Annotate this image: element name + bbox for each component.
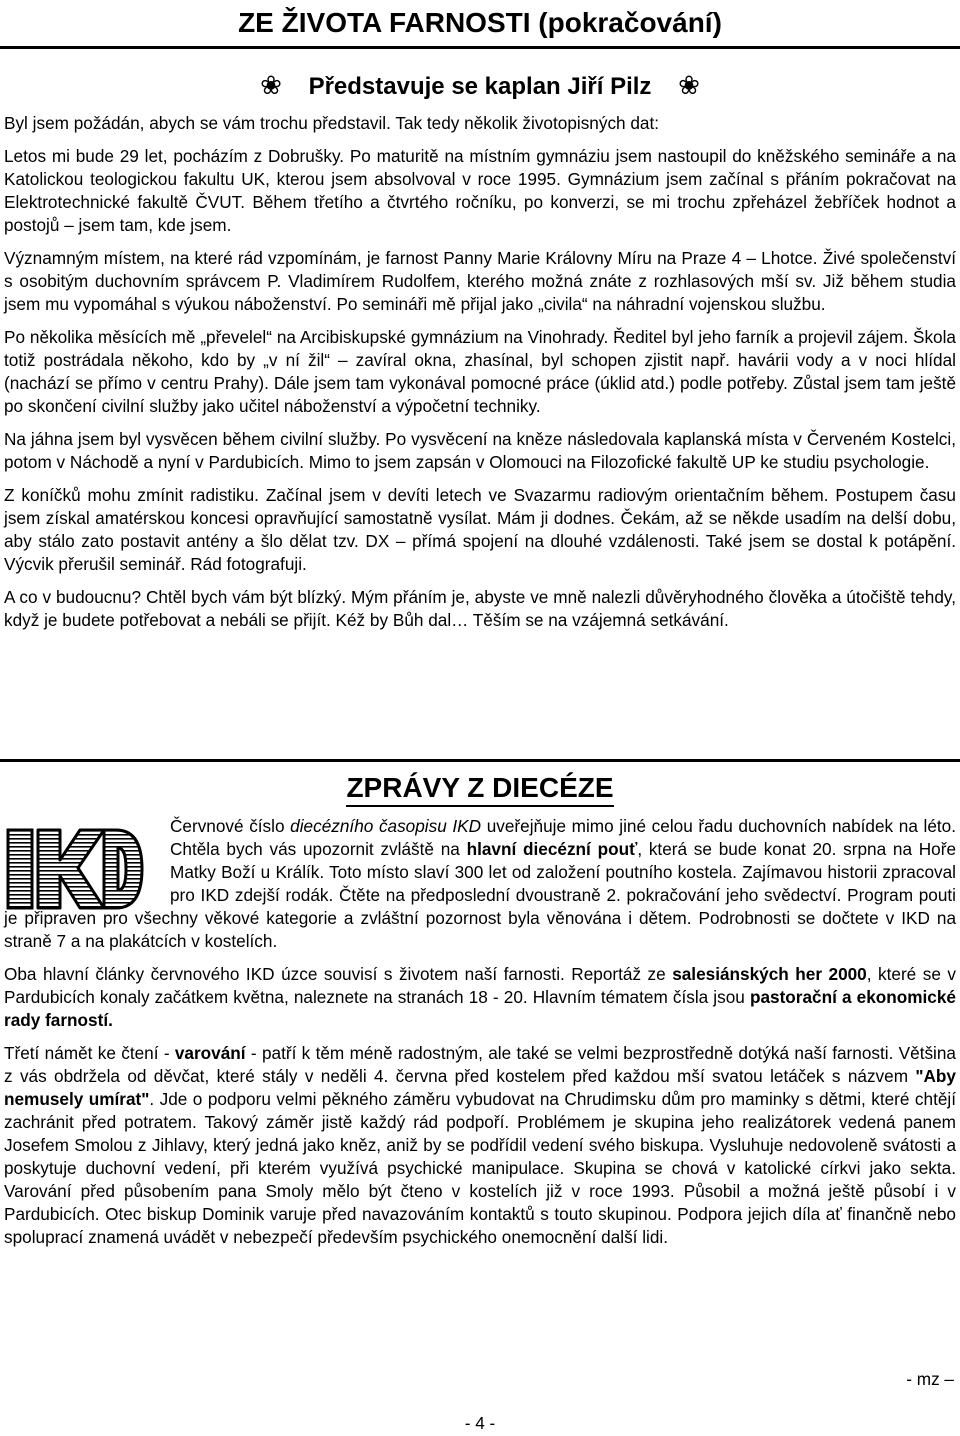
article-paragraph: Z koníčků mohu zmínit radistiku. Začínal jsem v devíti letech ve Svazarmu radiovým orientačním během. Postupem času jsem získal amatérskou koncesi opravňující samostatně vysílat. Mám ji dodnes. Čekám, až se někde usadím na delší dobu, aby stálo zato postavit antény a šlo dělat tzv. DX – přímá spojení na dlouhé vzdálenosti. Také jsem se dostal k potápění. Výcvik přerušil seminář. Rád fotografuji. bbox=[4, 485, 956, 574]
text-run: uveřejňuje mimo jiné celou řadu duchovních nabídek na léto. Chtěla bych vás upozornit zvláště na bbox=[170, 816, 957, 859]
section-title bbox=[0, 768, 960, 808]
article-intro: Byl jsem požádán, abych se vám trochu představil. Tak tedy několik životopisných dat: bbox=[4, 113, 660, 133]
article-paragraph: Na jáhna jsem byl vysvěcen během civilní služby. Po vysvěcení na kněze následovala kaplanská místa v Červeném Kostelci, potom v Náchodě a nyní v Pardubicích. Mimo to jsem zapsán v Olomouci na Filozofické fakultě UP ke studiu psychologie. bbox=[4, 429, 956, 472]
article-title-text: Představuje se kaplan Jiří Pilz bbox=[308, 73, 652, 100]
text-run: , které se v Pardubicích konaly začátkem května, naleznete na stranách 18 - 20. Hlavním tématem čísla jsou bbox=[4, 964, 956, 1007]
logo-spacer bbox=[4, 815, 170, 907]
section-title-text: ZPRÁVY Z DIECÉZE bbox=[346, 772, 613, 807]
emphasis: hlavní diecézní pouť bbox=[466, 839, 638, 859]
article-title bbox=[0, 70, 960, 102]
emphasis: "Aby nemusely umírat" bbox=[4, 1066, 956, 1109]
diocese-news-body bbox=[4, 815, 956, 1259]
text-run: - patří k těm méně radostným, ale také se velmi bezprostředně dotýká naší farnosti. Většina z vás obdržela od děvčat, které stály v neděli 4. června před kostelem před každou mší svatou letáček s názvem bbox=[4, 1043, 956, 1086]
article-body bbox=[4, 112, 956, 642]
text-run: Červnové číslo bbox=[170, 816, 291, 836]
emphasis: pastorační a ekonomické rady farností. bbox=[4, 987, 956, 1030]
news-paragraph bbox=[4, 1042, 956, 1249]
text-run: . Jde o podporu velmi pěkného záměru vybudovat na Chrudimsku dům pro maminky s dětmi, které chtějí zachránit před potratem. Takový záměr jistě každý rád podpoří. Problémem je skupina jeho realizátorek vedená panem Josefem Smolou z Jihlavy, který jedná jako kněz, aniž by se podřídil vedení svého biskupa. Vysluhuje nedovoleně svátosti a poskytuje duchovní vedení, při kterém využívá psychické manipulace. Skupina se chová v katolické církvi jako sekta. Varování před působením pana Smoly mělo být čteno v kostelích již v roce 1993. Působil a možná ještě působí i v Pardubicích. Otec biskup Dominik varuje před navazováním kontaktů s touto skupinou. Podpora jejich díla ať finančně nebo spoluprací znamená uvádět v nebezpečí především psychického onemocnění další lidi. bbox=[4, 1089, 956, 1247]
article-paragraph: Po několika měsících mě „převelel“ na Arcibiskupské gymnázium na Vinohrady. Ředitel byl jeho farník a projevil zájem. Škola totiž postrádala někoho, kdo by „v ní žil“ – zavíral okna, zhasínal, byl schopen zjistit např. havárii vody a v noci hlídal (nachází se přímo v centru Prahy). Dále jsem tam vykonával pomocné práce (úklid atd.) podle potřeby. Zůstal jsem tam ještě po skončení civilní služby jako učitel náboženství a výpočetní techniky. bbox=[4, 327, 956, 416]
text-run: , která se bude konat 20. srpna na Hoře Matky Boží u Králík. Toto místo slaví 300 let od založení poutního kostela. Zajímavou historii zpracoval pro IKD zdejší rodák. Čtěte na předposlední dvoustraně 2. pokračování jeho svědectví. Program pouti je připraven pro všechny věkové kategorie a zvláštní pozornost byla věnována i dětem. Podrobnosti se dočtete v IKD na straně 7 a na plakátcích v kostelích. bbox=[4, 839, 957, 951]
text-run: Oba hlavní články červnového IKD úzce souvisí s životem naší farnosti. Reportáž ze bbox=[4, 964, 673, 984]
article-paragraph: A co v budoucnu? Chtěl bych vám být blízký. Mým přáním je, abyste ve mně nalezli důvěryhodného člověka a útočiště tehdy, když je budete potřebovat a nebáli se přijít. Kéž by Bůh dal… Těším se na vzájemná setkávání. bbox=[4, 587, 956, 630]
magazine-name: diecézního časopisu IKD bbox=[290, 816, 482, 836]
emphasis: salesiánských her 2000 bbox=[672, 964, 867, 984]
page-number: - 4 - bbox=[464, 1413, 496, 1433]
author-signature: - mz – bbox=[906, 1369, 954, 1389]
article-paragraph: Významným místem, na které rád vzpomínám, je farnost Panny Marie Královny Míru na Praze 4 – Lhotce. Živé společenství s osobitým duchovním správcem P. Vladimírem Rudolfem, kterého možná znáte z rozhlasových mší sv. Již během studia jsem mu vypomáhal s výukou náboženství. Po semináři mě přijal jako „civila“ na náhradní vojenskou službu. bbox=[4, 248, 956, 314]
article-paragraph: Letos mi bude 29 let, pocházím z Dobrušky. Po maturitě na místním gymnáziu jsem nastoupil do kněžského semináře a na Katolickou teologickou fakultu UK, kterou jsem absolvoval v roce 1995. Gymnázium jsem začínal s přáním pokračovat na Elektrotechnické fakultě ČVUT. Během třetího a čtvrtého ročníku, po konverzi, se mi trochu zpřeházel žebříček hodnot a postojů – jsem tam, kde jsem. bbox=[4, 146, 956, 235]
section-divider bbox=[0, 759, 960, 762]
page-header bbox=[0, 0, 960, 49]
flower-icon: ❀ bbox=[678, 70, 700, 100]
flower-icon: ❀ bbox=[260, 70, 282, 100]
emphasis: varování bbox=[174, 1043, 246, 1063]
text-run: Třetí námět ke čtení - bbox=[4, 1043, 175, 1063]
header-title: ZE ŽIVOTA FARNOSTI (pokračování) bbox=[238, 7, 722, 38]
news-paragraph bbox=[4, 963, 956, 1032]
